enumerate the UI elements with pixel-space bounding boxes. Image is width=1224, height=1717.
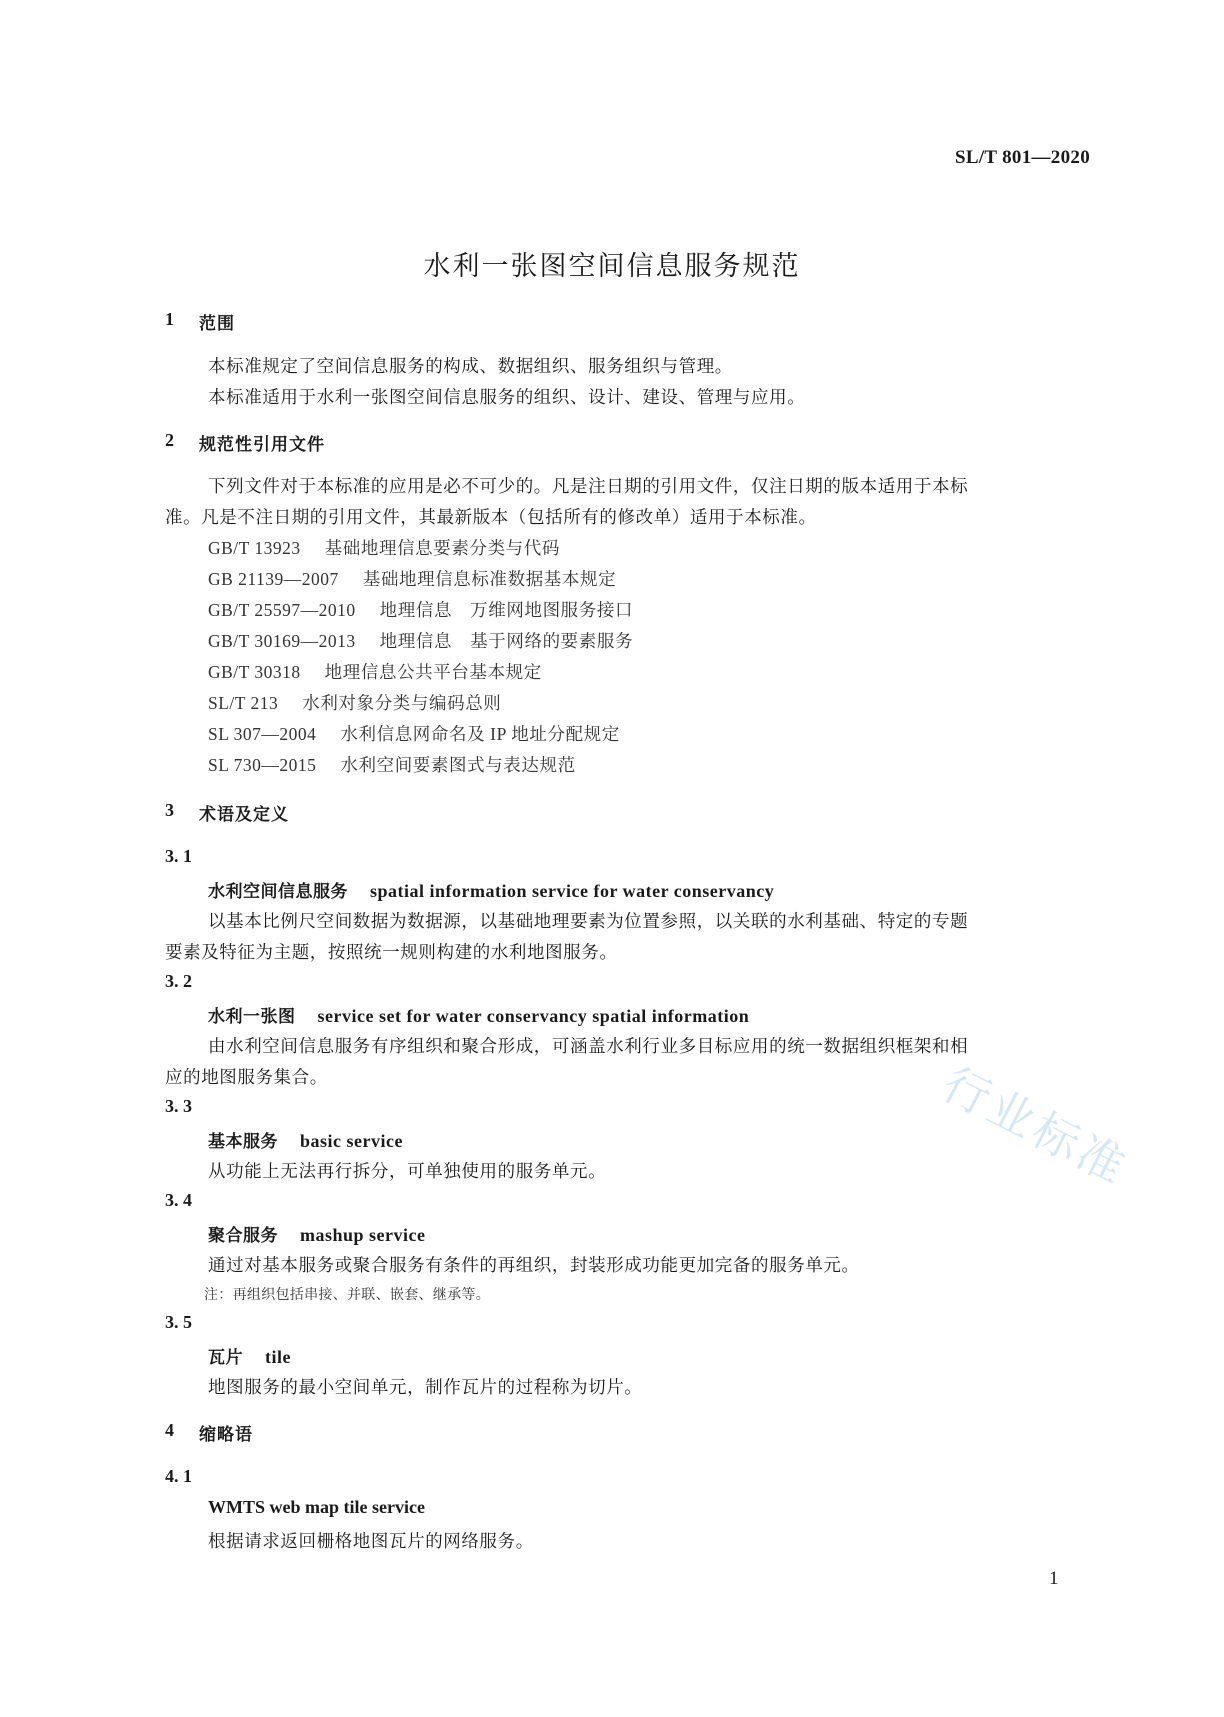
reference-code: GB/T 30169—2013	[208, 631, 356, 651]
watermark: 行业标准	[934, 1056, 1138, 1196]
term-heading	[208, 1127, 403, 1152]
section-1-para-1: 本标准规定了空间信息服务的构成、数据组织、服务组织与管理。	[208, 357, 733, 377]
term-note: 注：再组织包括串接、并联、嵌套、继承等。	[204, 1287, 490, 1303]
reference-name: 水利信息网命名及 IP 地址分配规定	[340, 724, 620, 744]
reference-name: 基础地理信息要素分类与代码	[324, 538, 560, 558]
reference-item	[208, 628, 633, 653]
term-number: 3. 5	[165, 1312, 192, 1332]
term-chinese: 聚合服务	[208, 1226, 278, 1246]
term-definition-line-2: 要素及特征为主题，按照统一规则构建的水利地图服务。	[165, 943, 618, 963]
reference-item	[208, 690, 501, 715]
reference-name: 基础地理信息标准数据基本规定	[362, 569, 617, 589]
section-2-intro-line-1: 下列文件对于本标准的应用是必不可少的。凡是注日期的引用文件，仅注日期的版本适用于本标	[208, 477, 969, 497]
reference-name: 水利空间要素图式与表达规范	[340, 755, 576, 775]
page-number: 1	[1049, 1568, 1059, 1589]
term-definition-line-1: 由水利空间信息服务有序组织和聚合形成，可涵盖水利行业多目标应用的统一数据组织框架和相	[208, 1037, 969, 1057]
abbreviation-definition: 根据请求返回栅格地图瓦片的网络服务。	[208, 1532, 534, 1552]
term-english: spatial information service for water conservancy	[370, 881, 775, 901]
term-heading	[208, 877, 774, 902]
term-heading	[208, 1343, 291, 1368]
reference-code: SL 730—2015	[208, 755, 317, 775]
term-english: mashup service	[300, 1225, 426, 1245]
term-chinese: 水利一张图	[208, 1007, 296, 1027]
section-1-number: 1	[165, 309, 174, 329]
term-english: service set for water conservancy spatial information	[317, 1006, 750, 1026]
reference-name: 水利对象分类与编码总则	[302, 693, 502, 713]
reference-item	[208, 659, 542, 684]
reference-name: 地理信息 万维网地图服务接口	[379, 600, 634, 620]
section-1-para-2: 本标准适用于水利一张图空间信息服务的组织、设计、建设、管理与应用。	[208, 388, 806, 408]
term-english: tile	[265, 1347, 291, 1367]
reference-item	[208, 535, 560, 560]
term-number: 3. 1	[165, 846, 192, 866]
term-english: basic service	[300, 1131, 403, 1151]
reference-item	[208, 721, 620, 746]
term-heading	[208, 1221, 426, 1246]
term-number: 3. 2	[165, 971, 192, 991]
term-definition-line-2: 应的地图服务集合。	[165, 1068, 328, 1088]
term-heading	[208, 1002, 749, 1027]
abbreviation-term: WMTS web map tile service	[208, 1497, 425, 1517]
reference-name: 地理信息 基于网络的要素服务	[379, 631, 634, 651]
term-number: 3. 4	[165, 1190, 192, 1210]
section-3-title: 术语及定义	[199, 805, 289, 825]
reference-code: GB/T 30318	[208, 662, 301, 682]
reference-code: SL 307—2004	[208, 724, 317, 744]
term-definition-line-1: 通过对基本服务或聚合服务有条件的再组织，封装形成功能更加完备的服务单元。	[208, 1256, 860, 1276]
section-4-title: 缩略语	[199, 1425, 253, 1445]
section-1-title: 范围	[199, 314, 235, 334]
term-definition-line-1: 地图服务的最小空间单元，制作瓦片的过程称为切片。	[208, 1378, 643, 1398]
term-definition-line-1: 以基本比例尺空间数据为数据源，以基础地理要素为位置参照，以关联的水利基础、特定的专题	[208, 912, 969, 932]
reference-code: GB/T 25597—2010	[208, 600, 356, 620]
term-definition-line-1: 从功能上无法再行拆分，可单独使用的服务单元。	[208, 1162, 607, 1182]
document-title: 水利一张图空间信息服务规范	[423, 251, 801, 282]
term-number: 3. 3	[165, 1096, 192, 1116]
reference-code: SL/T 213	[208, 693, 279, 713]
reference-item	[208, 752, 576, 777]
reference-item	[208, 566, 616, 591]
section-2-number: 2	[165, 430, 174, 450]
standard-code: SL/T 801—2020	[955, 147, 1090, 168]
reference-item	[208, 597, 633, 622]
term-chinese: 基本服务	[208, 1132, 278, 1152]
term-chinese: 水利空间信息服务	[208, 882, 348, 902]
section-3-number: 3	[165, 800, 174, 820]
abbreviation-number: 4. 1	[165, 1466, 192, 1486]
section-4-number: 4	[165, 1420, 174, 1440]
reference-name: 地理信息公共平台基本规定	[324, 662, 542, 682]
reference-code: GB 21139—2007	[208, 569, 339, 589]
section-2-title: 规范性引用文件	[199, 435, 325, 455]
reference-code: GB/T 13923	[208, 538, 301, 558]
term-chinese: 瓦片	[208, 1348, 243, 1368]
section-2-intro-line-2: 准。凡是不注日期的引用文件，其最新版本（包括所有的修改单）适用于本标准。	[165, 508, 817, 528]
